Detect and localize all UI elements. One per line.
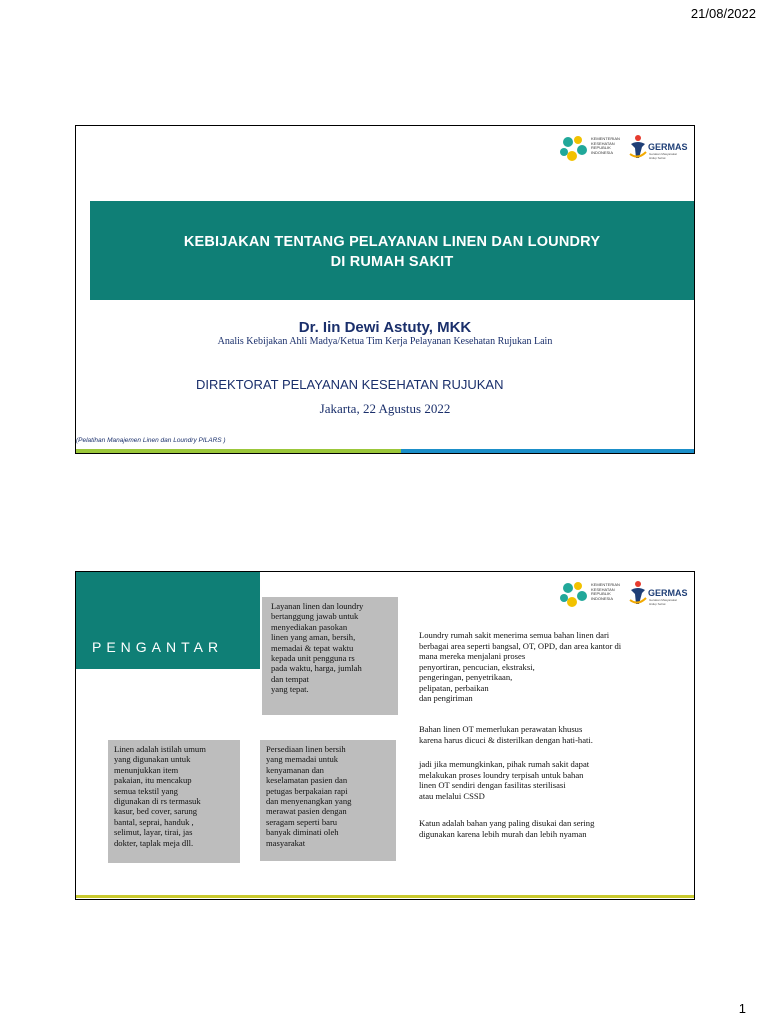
germas-label: GERMAS: [648, 142, 688, 152]
author-name: Dr. Iin Dewi Astuty, MKK: [298, 319, 472, 336]
paragraph-ot-linen: Bahan linen OT memerlukan perawatan khusus karena harus dicuci & disterilkan dengan hati-hati.: [419, 724, 593, 745]
germas-figure-logo-icon: [628, 580, 648, 606]
paragraph-katun: Katun adalah bahan yang paling disukai dan sering digunakan karena lebih murah dan lebih nyaman: [419, 818, 595, 839]
department-name: DIREKTORAT PELAYANAN KESEHATAN RUJUKAN: [196, 377, 504, 392]
author-role: Analis Kebijakan Ahli Madya/Ketua Tim Kerja Pelayanan Kesehatan Rujukan Lain: [217, 336, 553, 347]
logo-group: [558, 132, 688, 164]
kemenkes-text: KEMENTERIAN KESEHATAN REPUBLIK INDONESIA: [591, 582, 620, 601]
box-persediaan: Persediaan linen bersih yang memadai untuk kenyamanan dan keselamatan pasien dan petugas berpakaian rapi dan menyenangkan yang merawat pasien dengan seragam seperti baru banyak diminati oleh masyarakat: [260, 740, 396, 861]
page-number: 1: [738, 1001, 746, 1016]
box-linen-definition: Linen adalah istilah umum yang digunakan untuk menunjukkan item pakaian, itu mencakup semua tekstil yang digunakan di rs termasuk kasur, bed cover, sarung bantal, seprai, handuk , selimut, layar, tirai, jas dokter, taplak meja dll.: [108, 740, 240, 863]
kemenkes-flower-logo-icon: [558, 580, 590, 610]
kemenkes-flower-logo-icon: [558, 134, 590, 164]
slide-title: [75, 125, 695, 454]
footer-bar: [76, 449, 694, 453]
germas-tagline: Gerakan Masyarakat Hidup Sehat: [649, 152, 677, 160]
germas-tagline: Gerakan Masyarakat Hidup Sehat: [649, 598, 677, 606]
training-note: (Pelatihan Manajemen Linen dan Loundry PILARS ): [76, 437, 226, 444]
logo-group: [558, 578, 688, 610]
slide-title-text: KEBIJAKAN TENTANG PELAYANAN LINEN DAN LOUNDRY DI RUMAH SAKIT: [183, 234, 601, 270]
paragraph-loundry-process: Loundry rumah sakit menerima semua bahan linen dari berbagai area seperti bangsal, OT, OPD, dan area kantor di mana mereka menjalani proses penyortiran, pencucian, ekstraksi, pengeringan, penyetrikaan, pelipatan, perbaikan dan pengiriman: [419, 630, 622, 703]
footer-bar: [76, 895, 694, 899]
kemenkes-text: KEMENTERIAN KESEHATAN REPUBLIK INDONESIA: [591, 136, 620, 155]
slide-pengantar: [75, 571, 695, 900]
germas-figure-logo-icon: [628, 134, 648, 160]
place-date: Jakarta, 22 Agustus 2022: [319, 401, 451, 416]
paragraph-separate-process: jadi jika memungkinkan, pihak rumah sakit dapat melakukan proses loundry terpisah untuk bahan linen OT sendiri dengan fasilitas sterilisasi atau melalui CSSD: [419, 759, 590, 801]
title-banner: [90, 201, 694, 300]
box-layanan: Layanan linen dan loundry bertanggung jawab untuk menyediakan pasokan linen yang aman, bersih, memadai & tepat waktu kepada unit pengguna rs pada waktu, harga, jumlah dan tempat yang tepat.: [262, 597, 398, 715]
slide-heading: PENGANTAR: [92, 639, 224, 655]
header-date: 21/08/2022: [690, 6, 756, 21]
germas-label: GERMAS: [648, 588, 688, 598]
